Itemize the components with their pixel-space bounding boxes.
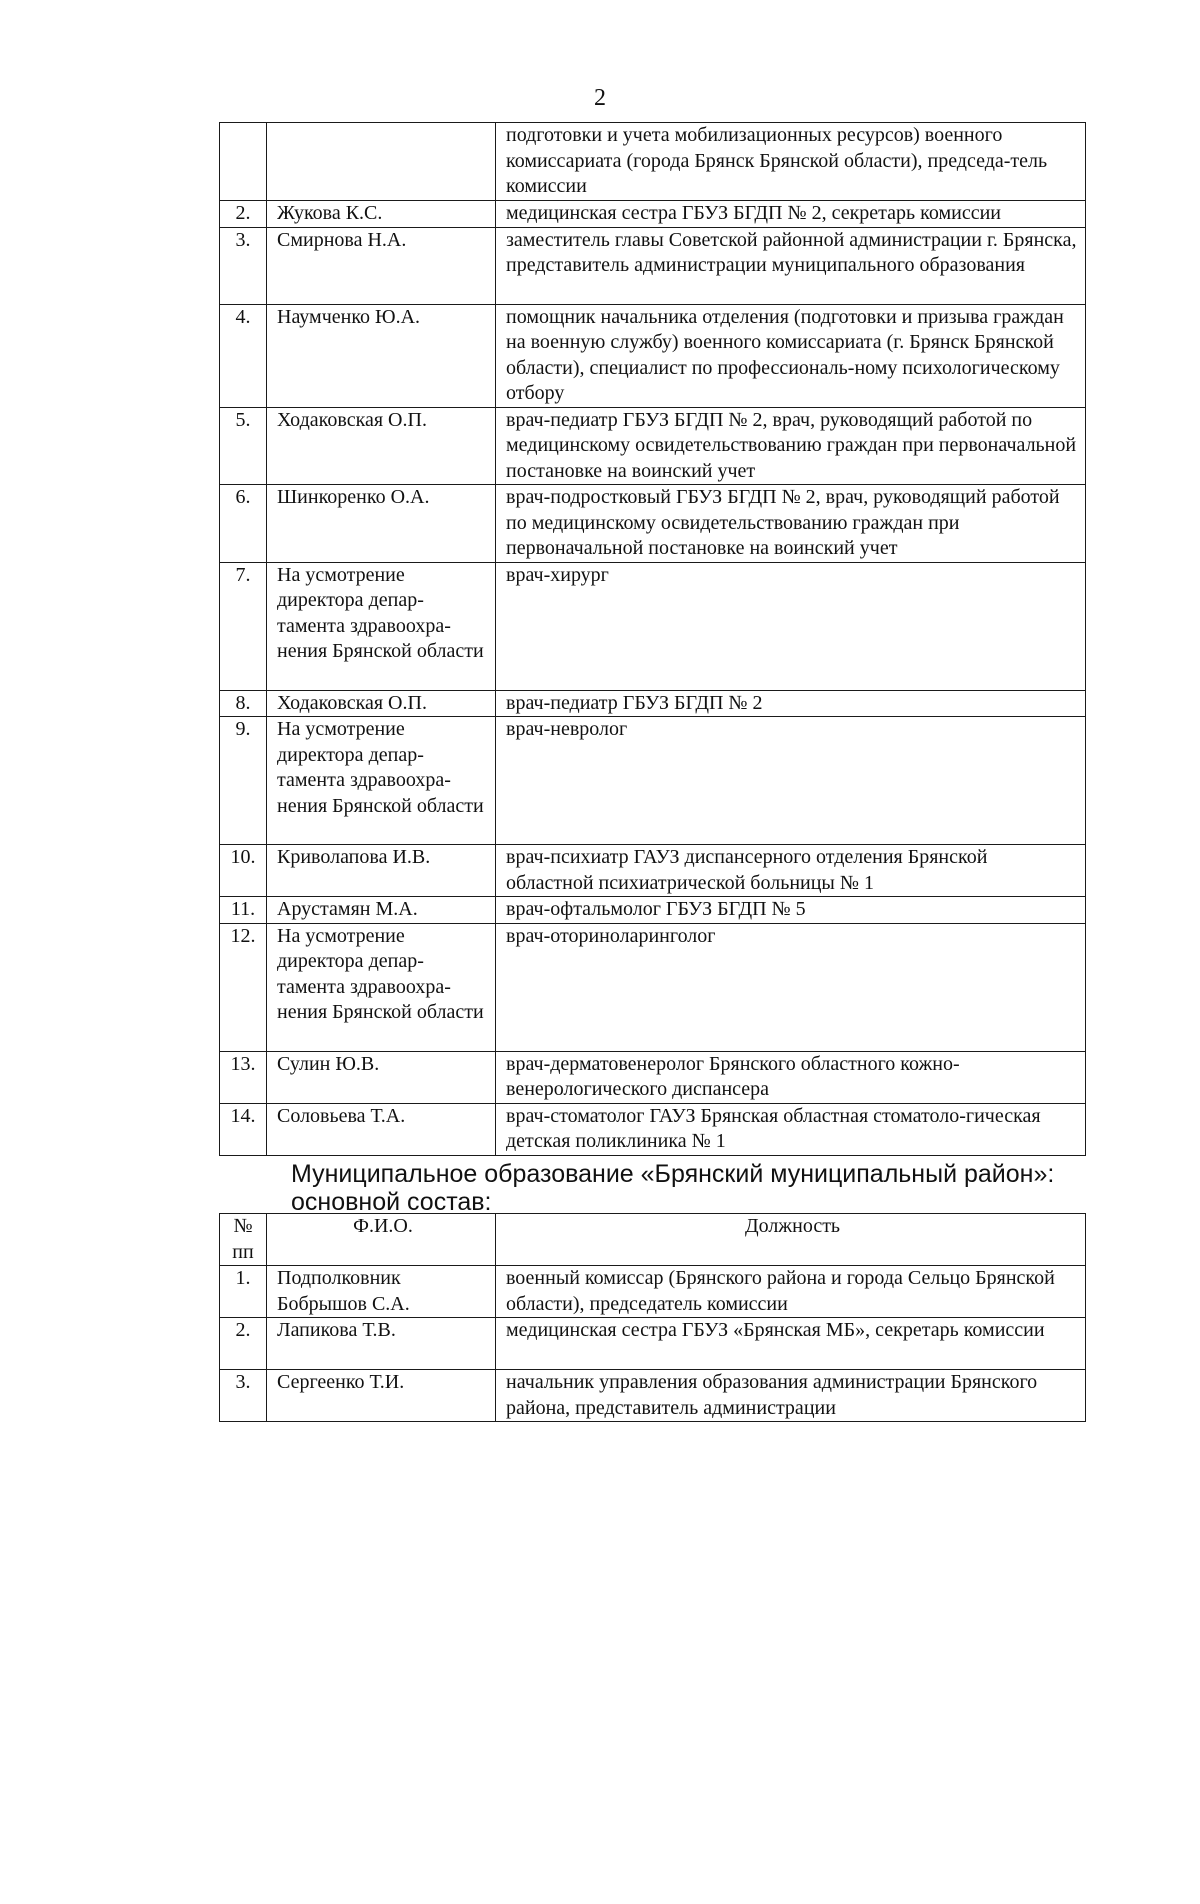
table-row <box>220 123 1086 201</box>
row-number: 2. <box>220 1318 267 1370</box>
row-name: Ходаковская О.П. <box>267 690 496 717</box>
row-name: Шинкоренко О.А. <box>267 485 496 563</box>
row-name: На усмотрение директора депар-тамента здравоохра-нения Брянской области <box>267 923 496 1051</box>
column-header-name: Ф.И.О. <box>267 1214 496 1266</box>
row-name: Сергеенко Т.И. <box>267 1370 496 1422</box>
table-row <box>220 562 1086 690</box>
row-name: Смирнова Н.А. <box>267 227 496 304</box>
row-number: 7. <box>220 562 267 690</box>
row-number: 5. <box>220 407 267 485</box>
row-position: военный комиссар (Брянского района и города Сельцо Брянской области), председатель комиссии <box>496 1266 1086 1318</box>
row-number: 3. <box>220 227 267 304</box>
commission-table-continued <box>219 122 1086 1156</box>
page-number: 2 <box>594 85 606 111</box>
row-position: заместитель главы Советской районной администрации г. Брянска, представитель администрации муниципального образования <box>496 227 1086 304</box>
row-position: врач-педиатр ГБУЗ БГДП № 2 <box>496 690 1086 717</box>
row-number: 9. <box>220 717 267 845</box>
column-header-position: Должность <box>496 1214 1086 1266</box>
table-row <box>220 1318 1086 1370</box>
row-number: 12. <box>220 923 267 1051</box>
table-header-row <box>220 1214 1086 1266</box>
row-position: медицинская сестра ГБУЗ БГДП № 2, секретарь комиссии <box>496 201 1086 228</box>
row-number: 1. <box>220 1266 267 1318</box>
row-name: Жукова К.С. <box>267 201 496 228</box>
row-number: 3. <box>220 1370 267 1422</box>
commission-table-district <box>219 1213 1086 1422</box>
row-name: На усмотрение директора депар-тамента здравоохра-нения Брянской области <box>267 562 496 690</box>
row-position: врач-дерматовенеролог Брянского областного кожно-венерологического диспансера <box>496 1051 1086 1103</box>
row-name: На усмотрение директора депар-тамента здравоохра-нения Брянской области <box>267 717 496 845</box>
row-name: Соловьева Т.А. <box>267 1103 496 1155</box>
row-name: Сулин Ю.В. <box>267 1051 496 1103</box>
row-name <box>267 123 496 201</box>
table-row <box>220 485 1086 563</box>
row-name: Лапикова Т.В. <box>267 1318 496 1370</box>
table-row <box>220 717 1086 845</box>
row-position: подготовки и учета мобилизационных ресурсов) военного комиссариата (города Брянск Брянской области), председа-тель комиссии <box>496 123 1086 201</box>
table-row <box>220 845 1086 897</box>
table-row <box>220 1103 1086 1155</box>
row-number: 4. <box>220 304 267 407</box>
table-row <box>220 897 1086 924</box>
row-position: врач-психиатр ГАУЗ диспансерного отделения Брянской областной психиатрической больницы № 1 <box>496 845 1086 897</box>
row-name: Ходаковская О.П. <box>267 407 496 485</box>
row-position: начальник управления образования администрации Брянского района, представитель администрации <box>496 1370 1086 1422</box>
table-row <box>220 1370 1086 1422</box>
table-row <box>220 407 1086 485</box>
table-row <box>220 1051 1086 1103</box>
table-row <box>220 201 1086 228</box>
section-heading-line-1: Муниципальное образование «Брянский муниципальный район»: <box>291 1160 1055 1188</box>
row-number: 8. <box>220 690 267 717</box>
table-row <box>220 923 1086 1051</box>
row-position: врач-подростковый ГБУЗ БГДП № 2, врач, руководящий работой по медицинскому освидетельствованию граждан при первоначальной постановке на воинский учет <box>496 485 1086 563</box>
row-position: врач-педиатр ГБУЗ БГДП № 2, врач, руководящий работой по медицинскому освидетельствованию граждан при первоначальной постановке на воинский учет <box>496 407 1086 485</box>
row-number: 6. <box>220 485 267 563</box>
table-row <box>220 227 1086 304</box>
table-row <box>220 304 1086 407</box>
row-name: Подполковник Бобрышов С.А. <box>267 1266 496 1318</box>
row-name: Наумченко Ю.А. <box>267 304 496 407</box>
row-number: 13. <box>220 1051 267 1103</box>
row-position: врач-оториноларинголог <box>496 923 1086 1051</box>
row-position: врач-невролог <box>496 717 1086 845</box>
table-row <box>220 1266 1086 1318</box>
row-position: врач-офтальмолог ГБУЗ БГДП № 5 <box>496 897 1086 924</box>
row-position: медицинская сестра ГБУЗ «Брянская МБ», секретарь комиссии <box>496 1318 1086 1370</box>
row-position: помощник начальника отделения (подготовки и призыва граждан на военную службу) военного комиссариата (г. Брянск Брянской области), специалист по профессиональ-ному психологическому отбору <box>496 304 1086 407</box>
row-name: Криволапова И.В. <box>267 845 496 897</box>
section-heading <box>291 1160 1111 1216</box>
row-number: 11. <box>220 897 267 924</box>
section-heading-line-2: основной состав: <box>291 1188 492 1216</box>
row-number: 10. <box>220 845 267 897</box>
row-number: 14. <box>220 1103 267 1155</box>
row-number <box>220 123 267 201</box>
column-header-number: № пп <box>220 1214 267 1266</box>
row-position: врач-стоматолог ГАУЗ Брянская областная стоматоло-гическая детская поликлиника № 1 <box>496 1103 1086 1155</box>
row-name: Арустамян М.А. <box>267 897 496 924</box>
row-position: врач-хирург <box>496 562 1086 690</box>
table-row <box>220 690 1086 717</box>
row-number: 2. <box>220 201 267 228</box>
